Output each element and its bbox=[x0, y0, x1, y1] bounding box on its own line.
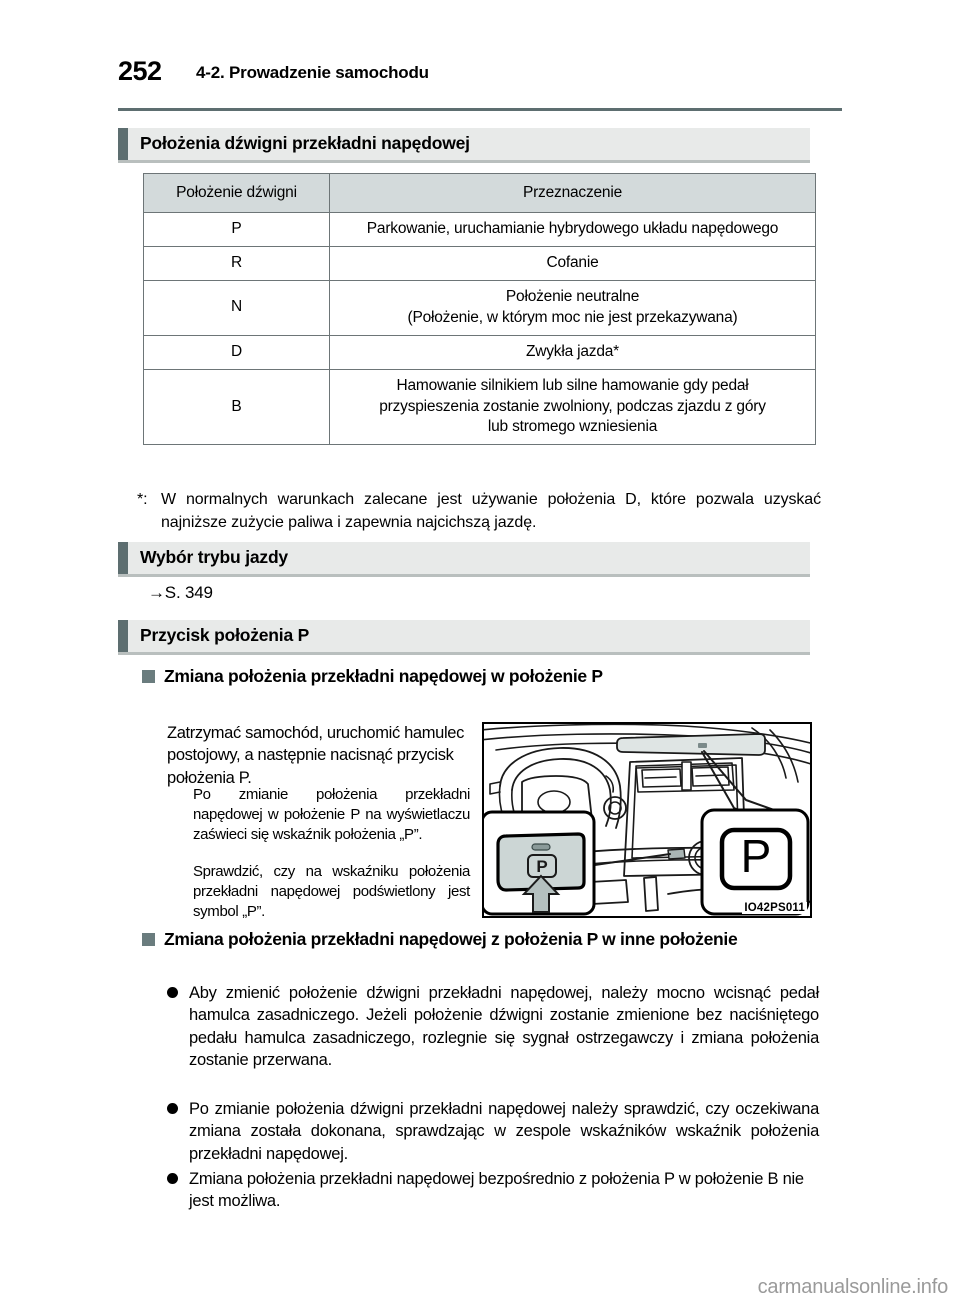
column-header-purpose: Przeznaczenie bbox=[330, 174, 816, 213]
cell-purpose bbox=[330, 280, 816, 335]
footnote-text: W normalnych warunkach zalecane jest używanie położenia D, które pozwala uzyskać najniższe zużycie paliwa i zapewnia najcichszą jazdę. bbox=[161, 491, 821, 531]
list-item-text: Zmiana położenia przekładni napędowej bezpośrednio z położenia P w położenie B nie jest możliwa. bbox=[189, 1170, 804, 1211]
cell-position: D bbox=[144, 335, 330, 369]
watermark: carmanualsonline.info bbox=[757, 1276, 948, 1298]
list-item bbox=[167, 1168, 819, 1213]
cell-purpose-line: Parkowanie, uruchamianie hybrydowego układu napędowego bbox=[366, 220, 779, 237]
subheading-label: Zmiana położenia przekładni napędowej w położenie P bbox=[164, 666, 603, 686]
cell-position: R bbox=[144, 246, 330, 280]
cell-position: N bbox=[144, 280, 330, 335]
subheading-shift-to-p bbox=[142, 665, 822, 688]
round-bullet-icon bbox=[167, 1173, 178, 1184]
list-item bbox=[167, 982, 819, 1072]
list-item-text: Aby zmienić położenie dźwigni przekładni napędowej, należy mocno wcisnąć pedał hamulca zasadniczego. Jeżeli położenie dźwigni zostanie zmienione bez naciśniętego pedału hamulca zasadniczego, rozlegnie się sygnał ostrzegawczy i zmiana położenia zostanie przerwana. bbox=[189, 984, 819, 1070]
cell-purpose bbox=[330, 369, 816, 445]
table-row bbox=[144, 369, 816, 445]
table-row bbox=[144, 280, 816, 335]
callout-display-label: P bbox=[740, 830, 772, 882]
section-accent-tab bbox=[118, 128, 128, 160]
page-header bbox=[0, 0, 960, 112]
square-bullet-icon bbox=[142, 670, 155, 683]
table-row bbox=[144, 213, 816, 247]
subheading-shift-from-p bbox=[142, 928, 822, 951]
header-divider bbox=[118, 108, 842, 111]
table-header-row bbox=[144, 174, 816, 213]
section-title: Położenia dźwigni przekładni napędowej bbox=[140, 132, 470, 153]
section-header-gear-positions bbox=[118, 128, 810, 160]
column-header-position: Położenie dźwigni bbox=[144, 174, 330, 213]
section-accent-tab bbox=[118, 542, 128, 574]
paragraph-display-indicator: Po zmianie położenia przekładni napędowej w położenie P na wyświetlaczu zaświeci się wskaźnik położenia „P”. bbox=[193, 786, 470, 843]
table-row bbox=[144, 335, 816, 369]
page-number: 252 bbox=[118, 56, 162, 86]
cell-purpose-line: Cofanie bbox=[546, 253, 599, 271]
footnote-marker: *: bbox=[137, 491, 148, 508]
subheading-label: Zmiana położenia przekładni napędowej z położenia P w inne położenie bbox=[164, 929, 738, 949]
section-title: Wybór trybu jazdy bbox=[140, 546, 288, 567]
section-header-drive-mode bbox=[118, 542, 810, 574]
section-header-p-button bbox=[118, 620, 810, 652]
cell-purpose-line: Hamowanie silnikiem lub silne hamowanie gdy pedał przyspieszenia zostanie zwolniony, podczas zjazdu z góry lub stromego wzniesienia bbox=[379, 376, 766, 436]
cross-reference-link[interactable]: →S. 349 bbox=[148, 583, 213, 602]
round-bullet-icon bbox=[167, 1103, 178, 1114]
paragraph-stop-vehicle: Zatrzymać samochód, uruchomić hamulec postojowy, a następnie nacisnąć przycisk położenia P. bbox=[167, 724, 464, 787]
illustration-caption: IO42PS011 bbox=[744, 902, 805, 914]
list-item bbox=[167, 1098, 819, 1165]
square-bullet-icon bbox=[142, 933, 155, 946]
cell-purpose-line: Położenie neutralne (Położenie, w którym moc nie jest przekazywana) bbox=[407, 287, 738, 326]
callout-p-button-closeup bbox=[484, 812, 594, 914]
dashboard-line-drawing bbox=[484, 724, 810, 916]
cell-purpose bbox=[330, 213, 816, 247]
list-item-text: Po zmianie położenia dźwigni przekładni napędowej należy sprawdzić, czy oczekiwana zmiana została dokonana, sprawdzając w zespole wskaźników wskaźnik położenia przekładni napędowej. bbox=[189, 1100, 819, 1163]
callout-p-indicator-closeup bbox=[702, 810, 808, 914]
page-header-title: 4-2. Prowadzenie samochodu bbox=[196, 63, 429, 82]
paragraph-check-indicator: Sprawdzić, czy na wskaźniku położenia przekładni napędowej podświetlony jest symbol „P”. bbox=[193, 863, 470, 920]
cell-purpose bbox=[330, 246, 816, 280]
table-row bbox=[144, 246, 816, 280]
dashboard-illustration bbox=[482, 722, 812, 918]
round-bullet-icon bbox=[167, 987, 178, 998]
callout-button-label: P bbox=[536, 857, 548, 876]
cell-position: B bbox=[144, 369, 330, 445]
cell-purpose-line: Zwykła jazda* bbox=[525, 342, 620, 360]
cell-position: P bbox=[144, 213, 330, 247]
section-accent-tab bbox=[118, 620, 128, 652]
gear-position-table bbox=[143, 173, 816, 445]
footnote bbox=[137, 489, 821, 534]
cell-purpose bbox=[330, 335, 816, 369]
section-title: Przycisk położenia P bbox=[140, 624, 310, 645]
